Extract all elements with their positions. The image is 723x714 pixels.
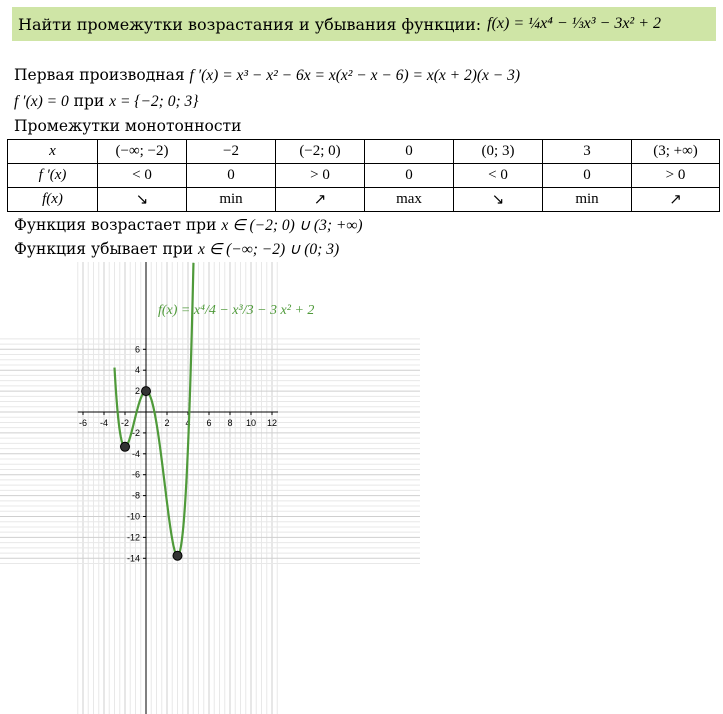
table-cell: 0 [365,164,454,188]
x-tick-label: 10 [245,418,257,428]
table-cell: (−∞; −2) [98,140,187,164]
x-tick-label: -2 [120,418,130,428]
y-tick-label: -10 [126,511,140,522]
x-tick-label: 12 [266,418,278,428]
table-cell: (−2; 0) [276,140,365,164]
extremum-point [121,442,130,451]
zeros-rhs: x = {−2; 0; 3} [109,93,199,110]
table-cell: f ′(x) [8,164,98,188]
x-tick-label: 4 [185,418,191,428]
y-tick-label: -8 [131,490,140,501]
y-tick-label: 2 [134,386,140,397]
extremum-point [173,551,182,560]
derivative-formula: f ′(x) = x³ − x² − 6x = x(x² − x − 6) = x(x + 2)(x − 3) [189,67,521,84]
decreasing-line [14,240,339,259]
table-cell: ↘ [454,188,543,212]
function-graph [0,262,420,714]
table-cell: ↗ [632,188,720,212]
table-cell: min [543,188,632,212]
increasing-set: x ∈ (−2; 0) ∪ (3; +∞) [221,217,363,234]
y-tick-label: -14 [126,553,140,564]
zeros-line [14,92,198,111]
table-cell: (3; +∞) [632,140,720,164]
y-tick-label: -12 [126,532,140,543]
table-row-x [8,140,720,164]
x-tick-label: 6 [206,418,212,428]
increasing-text: Функция возрастает при [14,216,222,234]
table-cell: x [8,140,98,164]
increasing-line [14,216,363,235]
y-tick-label: -4 [131,448,140,459]
task-formula: f(x) = ¼x⁴ − ⅓x³ − 3x² + 2 [487,15,662,32]
table-cell: 0 [365,140,454,164]
table-cell: > 0 [276,164,365,188]
monotonicity-table [7,139,720,212]
zeros-lhs: f ′(x) = 0 [14,93,69,110]
table-cell: ↘ [98,188,187,212]
table-cell: 0 [187,164,276,188]
intervals-heading: Промежутки монотонности [14,117,242,135]
task-title: Найти промежутки возрастания и убывания функции: [18,14,482,34]
x-tick-label: 2 [164,418,170,428]
y-tick-label: -2 [131,427,140,438]
curve-legend: f(x) = x⁴/4 − x³/3 − 3 x² + 2 [158,303,315,318]
decreasing-text: Функция убывает при [14,240,198,258]
x-tick-label: -4 [99,418,109,428]
zeros-mid: при [68,92,110,110]
y-tick-label: -6 [131,469,140,480]
table-cell: max [365,188,454,212]
table-cell: f(x) [8,188,98,212]
table-cell: 3 [543,140,632,164]
table-cell: < 0 [98,164,187,188]
table-cell: (0; 3) [454,140,543,164]
derivative-line [14,66,520,85]
x-tick-label: 8 [227,418,233,428]
decreasing-set: x ∈ (−∞; −2) ∪ (0; 3) [197,241,340,258]
derivative-prefix: Первая производная [14,66,190,84]
table-row-function [8,188,720,212]
table-cell: < 0 [454,164,543,188]
x-tick-label: -6 [78,418,88,428]
table-cell: 0 [543,164,632,188]
table-cell: ↗ [276,188,365,212]
y-tick-label: 4 [134,365,140,376]
y-tick-label: 6 [134,344,140,355]
extremum-point [142,387,151,396]
table-cell: > 0 [632,164,720,188]
table-row-derivative [8,164,720,188]
task-banner [12,7,716,41]
table-cell: −2 [187,140,276,164]
table-cell: min [187,188,276,212]
graph-grid [0,262,420,714]
